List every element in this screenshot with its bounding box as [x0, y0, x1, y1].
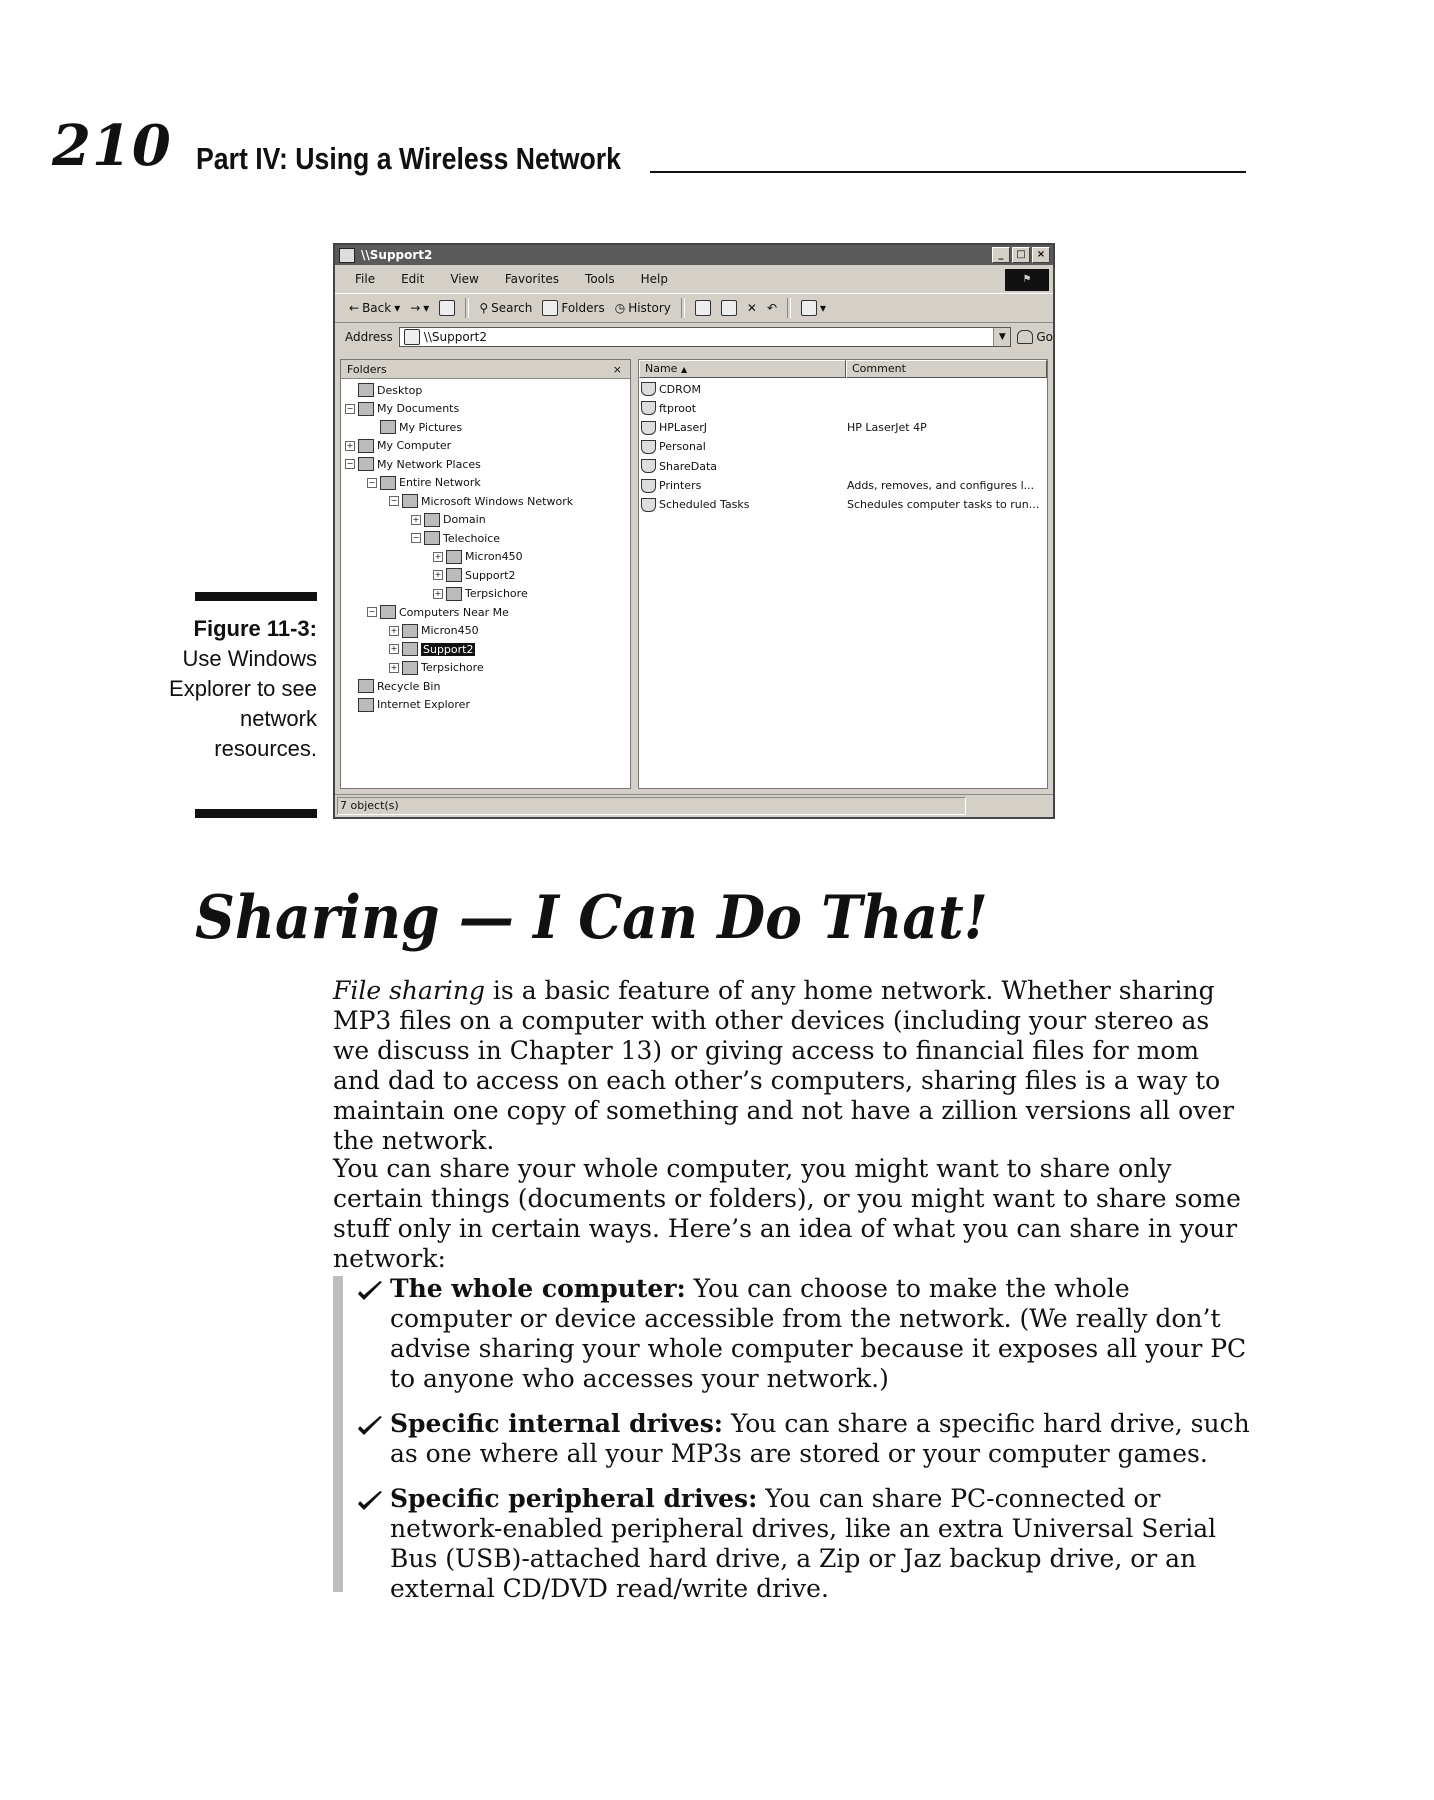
toolbar: [335, 293, 1053, 323]
address-dropdown-icon[interactable]: ▼: [993, 328, 1010, 346]
close-button[interactable]: ×: [1032, 247, 1050, 263]
folder-icon: [358, 698, 374, 712]
back-arrow-icon: ←: [349, 301, 360, 315]
check-icon: [356, 1488, 384, 1512]
file-name: ftproot: [659, 401, 697, 415]
sort-ascending-icon: ▲: [680, 365, 688, 374]
folder-tree: [341, 379, 630, 711]
undo-icon: ↶: [766, 301, 778, 315]
tree-item[interactable]: [367, 418, 462, 436]
forward-button[interactable]: → ▾: [410, 301, 430, 315]
status-text: 7 object(s): [337, 797, 966, 815]
tree-item-label: My Network Places: [377, 457, 481, 471]
expand-icon[interactable]: +: [390, 662, 398, 672]
up-button[interactable]: [439, 300, 455, 316]
column-header-row: [639, 360, 1047, 378]
tree-item-label: Desktop: [377, 383, 423, 397]
search-icon: ⚲: [479, 301, 489, 315]
tree-item[interactable]: [367, 474, 481, 492]
back-label: Back: [362, 301, 392, 315]
tree-item[interactable]: [345, 455, 481, 473]
tree-item-label: Computers Near Me: [399, 605, 509, 619]
status-bar: [335, 794, 1053, 817]
menu-help[interactable]: Help: [640, 272, 668, 286]
folder-icon: [358, 383, 374, 397]
file-row[interactable]: [641, 496, 750, 514]
expand-icon[interactable]: +: [390, 625, 398, 635]
figure-caption-text: Use Windows Explorer to see network resources.: [169, 646, 317, 761]
folder-icon: [424, 513, 440, 527]
tree-item[interactable]: [389, 492, 573, 510]
delete-icon: ✕: [746, 301, 757, 315]
address-input[interactable]: [399, 327, 1012, 347]
copy-to-icon: [721, 300, 737, 316]
windows-logo-icon: ⚑: [1005, 269, 1049, 291]
tree-item-label: My Computer: [377, 439, 452, 452]
tree-item-label: Support2: [465, 568, 516, 582]
file-comment: HP LaserJet 4P: [847, 420, 927, 434]
copy-to-button[interactable]: [721, 300, 737, 316]
back-button[interactable]: ← Back ▾: [349, 301, 401, 315]
window-title: \\Support2: [361, 248, 433, 262]
bullet-term: The whole computer:: [390, 1274, 686, 1303]
tree-item-label: Internet Explorer: [377, 698, 470, 711]
explorer-window: [333, 243, 1055, 819]
header-rule: [650, 171, 1246, 173]
page-number: 210: [52, 113, 172, 179]
folder-icon: [380, 605, 396, 619]
folder-icon: [358, 402, 374, 416]
paragraph-1-text: is a basic feature of any home network. Whether sharing MP3 files on a computer with other devices (including your stereo as we discuss in Chapter 13) or giving access to financial files for mom and dad to access on each other’s computers, sharing files is a way to maintain one copy of something and not have a zillion versions all over the network.: [333, 976, 1235, 1155]
section-title: Sharing — I Can Do That!: [195, 883, 988, 953]
shared-folder-icon: [641, 459, 656, 473]
bullet-text: You can share PC-connected or network-enabled peripheral drives, like an extra Universal Serial Bus (USB)-attached hard drive, a Zip or Jaz backup drive, or an external CD/DVD read/write drive.: [390, 1484, 1217, 1603]
paragraph-2: You can share your whole computer, you might want to share only certain things (documents or folders), or you might want to share some stuff only in certain ways. Here’s an idea of what you can share in your network:: [333, 1154, 1241, 1273]
folder-icon: [380, 420, 396, 434]
tree-item-label: Support2: [423, 642, 474, 656]
tree-item-label: Micron450: [465, 550, 523, 563]
tree-item-label: Terpsichore: [465, 587, 528, 600]
folders-pane: [340, 359, 631, 789]
file-row[interactable]: [641, 438, 706, 456]
computer-icon: [404, 329, 420, 345]
shared-folder-icon: [641, 440, 656, 454]
column-comment[interactable]: Comment: [846, 360, 1047, 378]
address-value: \\Support2: [423, 330, 487, 344]
file-name: HPLaserJ: [659, 421, 708, 435]
menu-favorites[interactable]: Favorites: [504, 272, 560, 286]
expand-icon[interactable]: +: [434, 570, 442, 579]
delete-button[interactable]: [747, 301, 757, 315]
folder-icon: [358, 457, 374, 471]
bullet-term: Specific peripheral drives:: [390, 1484, 758, 1513]
expand-icon[interactable]: +: [412, 514, 420, 524]
history-button[interactable]: [615, 301, 671, 315]
tree-item-label: Recycle Bin: [377, 679, 441, 693]
move-to-button[interactable]: [695, 300, 711, 316]
views-button[interactable]: ▾: [801, 300, 826, 316]
file-row[interactable]: [641, 477, 701, 495]
search-label: Search: [491, 301, 533, 315]
menu-bar: [335, 267, 1053, 291]
folder-icon: [446, 550, 462, 564]
address-label: Address: [345, 330, 393, 344]
figure-label: Figure 11-3:: [193, 616, 317, 641]
tree-item[interactable]: [411, 511, 486, 529]
address-bar: [335, 323, 1053, 351]
tree-item[interactable]: [433, 566, 515, 584]
file-name: CDROM: [659, 382, 701, 396]
tree-item[interactable]: [345, 400, 459, 418]
maximize-button[interactable]: □: [1012, 247, 1030, 263]
close-pane-icon[interactable]: ×: [612, 362, 622, 376]
tree-item[interactable]: [345, 696, 470, 714]
tree-item-label: Microsoft Windows Network: [421, 494, 574, 508]
file-row[interactable]: [641, 457, 717, 475]
shared-folder-icon: [641, 421, 656, 435]
column-name[interactable]: [639, 360, 846, 378]
figure-caption: [160, 614, 317, 764]
collapse-icon[interactable]: −: [390, 496, 398, 505]
folder-icon: [402, 494, 418, 508]
collapse-icon[interactable]: −: [346, 403, 354, 413]
paragraph-1: [333, 976, 1243, 1156]
menu-file[interactable]: File: [355, 272, 376, 286]
shared-folder-icon: [641, 382, 656, 396]
collapse-icon[interactable]: −: [346, 459, 354, 468]
window-app-icon: [339, 248, 355, 263]
go-arrow-icon: [1017, 330, 1033, 344]
folder-icon: [446, 568, 462, 582]
bullet-term: Specific internal drives:: [390, 1409, 724, 1438]
forward-arrow-icon: →: [410, 301, 421, 315]
shared-folder-icon: [641, 401, 656, 415]
folder-icon: [424, 531, 440, 545]
bullet-text: You can choose to make the whole computer or device accessible from the network. (We really don’t advise sharing your whole computer because it exposes all your PC to anyone who accesses your network.): [390, 1274, 1247, 1393]
collapse-icon[interactable]: −: [368, 477, 376, 487]
tree-item-label: My Pictures: [399, 420, 463, 434]
tree-item[interactable]: [433, 585, 528, 603]
tree-item[interactable]: [411, 529, 500, 547]
folders-pane-header: [341, 360, 630, 379]
expand-icon[interactable]: +: [390, 644, 398, 653]
toolbar-separator: [681, 298, 685, 318]
folder-icon: [402, 642, 418, 656]
views-icon: [801, 300, 817, 316]
history-label: History: [628, 301, 671, 315]
collapse-icon[interactable]: −: [412, 533, 420, 542]
history-icon: ◷: [614, 301, 626, 315]
folders-button[interactable]: [542, 300, 604, 316]
bullet-list-bar: [333, 1276, 343, 1592]
menu-tools[interactable]: Tools: [585, 272, 615, 286]
menu-edit[interactable]: Edit: [401, 272, 425, 286]
tree-item-label: My Documents: [377, 402, 460, 415]
tree-item[interactable]: [345, 437, 451, 455]
folder-icon: [446, 587, 462, 601]
file-row[interactable]: [641, 399, 696, 417]
file-name: Scheduled Tasks: [659, 498, 750, 512]
folders-label: Folders: [561, 301, 605, 315]
file-row[interactable]: [641, 419, 707, 437]
folders-pane-title: Folders: [347, 362, 387, 376]
file-sharing-term: File sharing: [333, 976, 485, 1005]
expand-icon[interactable]: +: [434, 551, 442, 561]
check-icon: [356, 1413, 384, 1437]
caption-bar-bottom: [195, 809, 317, 818]
expand-icon[interactable]: +: [434, 588, 442, 598]
file-comment: Schedules computer tasks to run...: [847, 497, 1040, 511]
tree-item[interactable]: [345, 381, 422, 399]
folder-icon: [402, 661, 418, 675]
part-title: Part IV: Using a Wireless Network: [196, 141, 621, 176]
expand-icon[interactable]: +: [346, 440, 354, 450]
check-icon: [356, 1278, 384, 1302]
file-row[interactable]: [641, 380, 701, 398]
tree-item-label: Micron450: [421, 624, 479, 637]
toolbar-separator: [787, 298, 791, 318]
folder-icon: [380, 476, 396, 490]
undo-button[interactable]: [767, 301, 777, 315]
shared-folder-icon: [641, 479, 656, 493]
tree-item-label: Terpsichore: [421, 661, 484, 674]
tree-item[interactable]: [389, 640, 475, 658]
go-button[interactable]: [1017, 330, 1053, 344]
list-item: [356, 1409, 1256, 1469]
tree-item[interactable]: [389, 659, 484, 677]
bullet-text: You can share a specific hard drive, such as one where all your MP3s are stored or your computer games.: [390, 1409, 1250, 1468]
file-name: Personal: [659, 440, 706, 454]
tree-item[interactable]: [389, 622, 479, 640]
folder-icon: [358, 439, 374, 453]
minimize-button[interactable]: _: [992, 247, 1010, 263]
move-to-icon: [695, 300, 711, 316]
tree-item-label: Telechoice: [443, 531, 501, 545]
file-name: Printers: [659, 479, 702, 492]
tree-item[interactable]: [367, 603, 509, 621]
go-label: Go: [1036, 330, 1053, 344]
window-titlebar[interactable]: [335, 245, 1053, 265]
file-name: ShareData: [659, 459, 718, 473]
column-name-label: Name: [645, 362, 678, 375]
tree-item-label: Domain: [443, 513, 486, 526]
files-pane: [638, 359, 1048, 789]
tree-item[interactable]: [433, 548, 523, 566]
folder-icon: [358, 679, 374, 693]
up-folder-icon: [439, 300, 455, 316]
tree-item[interactable]: [345, 677, 440, 695]
shared-folder-icon: [641, 498, 656, 512]
file-comment: Adds, removes, and configures l...: [847, 478, 1035, 492]
list-item: [356, 1484, 1256, 1604]
toolbar-separator: [465, 298, 469, 318]
menu-view[interactable]: View: [450, 272, 479, 286]
collapse-icon[interactable]: −: [368, 607, 376, 616]
list-item: [356, 1274, 1256, 1394]
tree-item-label: Entire Network: [399, 476, 481, 489]
folder-icon: [402, 624, 418, 638]
folders-icon: [542, 300, 558, 316]
search-button[interactable]: [479, 301, 532, 315]
caption-bar-top: [195, 592, 317, 601]
